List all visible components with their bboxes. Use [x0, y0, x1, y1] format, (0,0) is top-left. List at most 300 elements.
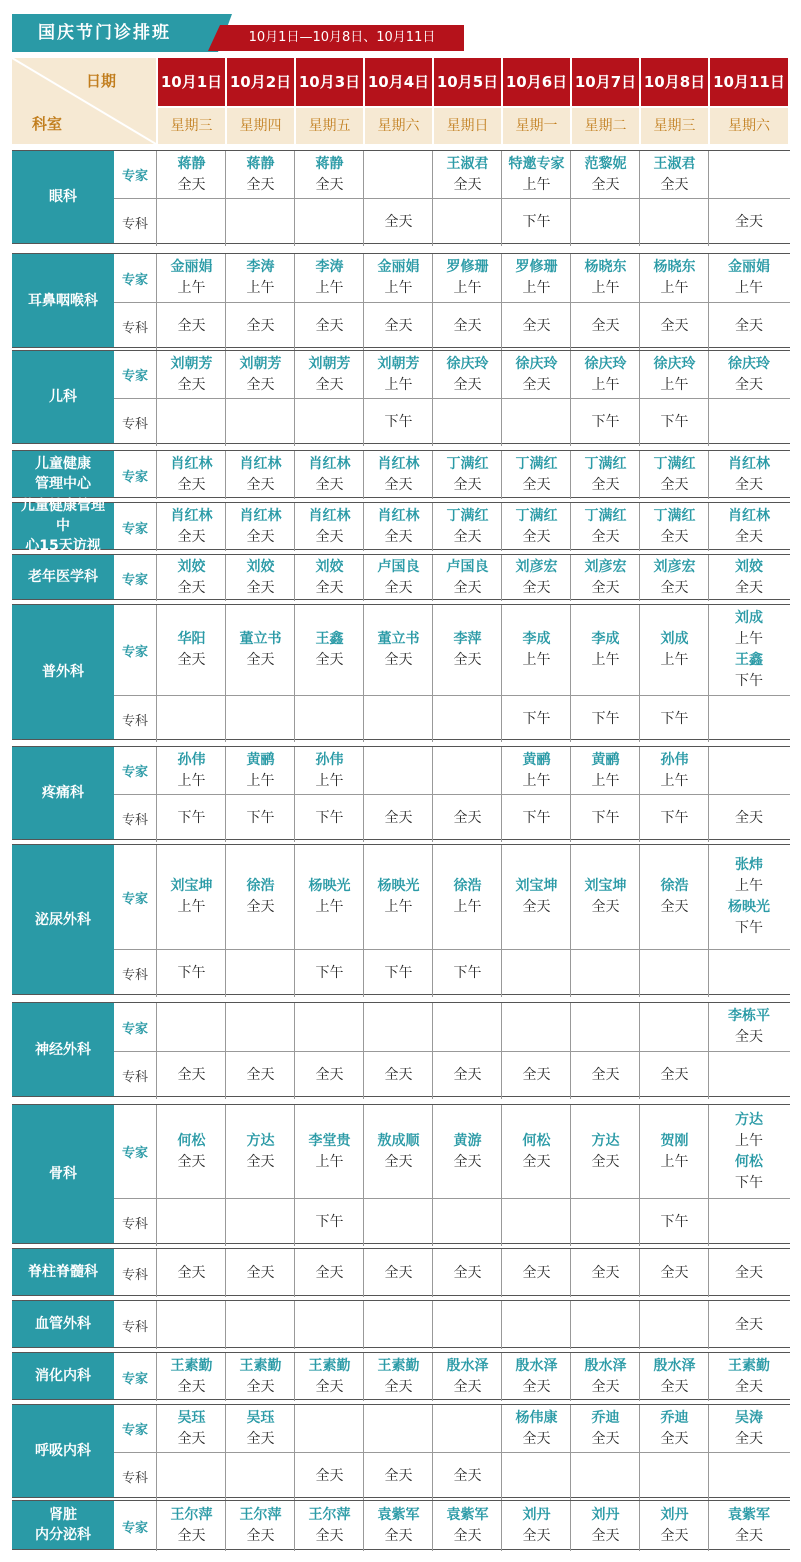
- session-time: 全天: [177, 1528, 206, 1544]
- session-time: 上午: [735, 1132, 763, 1149]
- session-time: 全天: [453, 1379, 482, 1395]
- session-time: 全天: [315, 652, 344, 668]
- doctor-name: 徐庆玲: [515, 355, 558, 372]
- schedule-cell: [294, 303, 364, 350]
- department-name: 眼科: [12, 151, 114, 243]
- schedule-cell: [363, 1003, 433, 1051]
- schedule-cell: [708, 254, 789, 302]
- session-time: 全天: [660, 899, 689, 915]
- department-name: 普外科: [12, 605, 114, 739]
- schedule-cell: [225, 503, 295, 551]
- department-name: 呼吸内科: [12, 1405, 114, 1497]
- doctor-name: 王尔萍: [308, 1507, 351, 1523]
- schedule-cell: [363, 503, 433, 551]
- department-name: 脊柱脊髓科: [12, 1249, 114, 1295]
- header-date: 10月5日: [432, 58, 501, 106]
- doctor-name: 殷水泽: [653, 1358, 696, 1374]
- header-weekday: 星期六: [363, 108, 432, 144]
- schedule-cell: [156, 1353, 226, 1401]
- session-time: 全天: [384, 1264, 413, 1281]
- session-time: 全天: [522, 318, 551, 334]
- session-time: 全天: [246, 376, 275, 393]
- schedule-cell: [294, 199, 364, 246]
- doctor-name: 方达: [735, 1111, 763, 1128]
- department-section: [12, 253, 790, 348]
- department-name: 儿童健康管理中 心15天访视: [12, 503, 114, 549]
- clinic-type-label: 专家: [121, 1371, 148, 1387]
- session-time: 全天: [246, 580, 275, 596]
- schedule-cell: [501, 605, 571, 695]
- schedule-cell: [156, 451, 226, 499]
- session-time: 全天: [735, 1029, 763, 1045]
- schedule-cell: [294, 503, 364, 551]
- doctor-name: 王尔萍: [239, 1507, 282, 1523]
- doctor-name: 蒋静: [177, 155, 206, 172]
- session-time: 全天: [660, 1264, 689, 1281]
- schedule-cell: [156, 795, 226, 842]
- schedule-cell: [363, 1105, 433, 1198]
- doctor-name: 殷水泽: [515, 1358, 558, 1374]
- schedule-cell: [501, 1501, 571, 1551]
- schedule-cell: [501, 696, 571, 742]
- session-time: 下午: [735, 673, 763, 689]
- session-time: 全天: [315, 477, 344, 493]
- session-time: 上午: [177, 772, 206, 789]
- session-time: 下午: [660, 1214, 689, 1230]
- schedule-cell: [501, 555, 571, 601]
- doctor-name: 丁满红: [653, 456, 696, 472]
- department-name: 老年医学科: [12, 555, 114, 599]
- schedule-cell: [501, 1301, 571, 1349]
- doctor-name: 徐庆玲: [446, 355, 489, 372]
- session-time: 全天: [453, 1153, 482, 1170]
- doctor-name: 方达: [246, 1132, 275, 1149]
- doctor-name: 刘姣: [735, 559, 763, 575]
- schedule-cell: [294, 1353, 364, 1401]
- session-time: 全天: [384, 529, 413, 545]
- schedule-cell: [639, 1353, 709, 1401]
- specialist-row: [114, 949, 790, 997]
- doctor-name: 刘彦宏: [515, 559, 558, 575]
- doctor-name: 杨映光: [377, 878, 420, 894]
- session-time: 上午: [735, 280, 763, 296]
- schedule-cell: [363, 1052, 433, 1099]
- doctor-name: 杨晓东: [653, 259, 696, 275]
- schedule-cell: [708, 605, 789, 695]
- clinic-type-label: 专家: [121, 469, 148, 485]
- session-time: 全天: [522, 529, 551, 545]
- clinic-type-label: 专科: [121, 217, 148, 232]
- expert-row: [114, 1353, 790, 1401]
- session-time: 全天: [660, 529, 689, 545]
- department-name: 儿科: [12, 351, 114, 443]
- doctor-name: 丁满红: [515, 456, 558, 472]
- session-time: 全天: [522, 899, 551, 915]
- schedule-cell: [708, 696, 789, 742]
- session-time: 上午: [591, 772, 620, 789]
- session-time: 全天: [315, 176, 344, 193]
- schedule-cell: [294, 399, 364, 446]
- schedule-cell: [639, 1003, 709, 1051]
- schedule-cell: [156, 1003, 226, 1051]
- schedule-cell: [294, 1405, 364, 1452]
- schedule-cell: [570, 845, 640, 949]
- schedule-cell: [639, 199, 709, 246]
- schedule-cell: [156, 399, 226, 446]
- session-time: 下午: [591, 810, 620, 826]
- schedule-cell: [432, 1105, 502, 1198]
- session-time: 上午: [315, 772, 344, 789]
- clinic-type-label: 专科: [121, 813, 148, 828]
- doctor-name: 孙伟: [315, 751, 344, 768]
- schedule-cell: [156, 151, 226, 198]
- session-time: 全天: [246, 899, 275, 915]
- doctor-name: 徐庆玲: [584, 355, 627, 372]
- header-date: 10月3日: [294, 58, 363, 106]
- schedule-cell: [225, 399, 295, 446]
- expert-row: [114, 605, 790, 695]
- clinic-type-label: 专家: [121, 169, 148, 184]
- session-time: 全天: [246, 318, 275, 334]
- session-time: 全天: [660, 318, 689, 334]
- session-time: 下午: [177, 810, 206, 826]
- session-time: 全天: [660, 477, 689, 493]
- header-weekday: 星期二: [570, 108, 639, 144]
- doctor-name: 肖红林: [377, 456, 420, 472]
- schedule-cell: [639, 1301, 709, 1349]
- session-time: 上午: [246, 772, 275, 789]
- schedule-cell: [432, 747, 502, 794]
- schedule-cell: [294, 795, 364, 842]
- schedule-cell: [225, 1405, 295, 1452]
- session-time: 全天: [246, 1379, 275, 1395]
- session-time: 全天: [735, 529, 763, 545]
- clinic-type-label: 专科: [121, 713, 148, 729]
- header-date: 10月2日: [225, 58, 294, 106]
- expert-row: [114, 503, 790, 551]
- doctor-name: 杨映光: [308, 878, 351, 894]
- session-time: 下午: [522, 810, 551, 826]
- department-name: 血管外科: [12, 1301, 114, 1347]
- schedule-cell: [225, 696, 295, 742]
- header-weekday: 星期三: [156, 108, 225, 144]
- doctor-name: 王素勤: [728, 1358, 770, 1374]
- doctor-name: 孙伟: [660, 751, 689, 768]
- schedule-cell: [708, 151, 789, 198]
- session-time: 全天: [522, 1430, 551, 1447]
- schedule-cell: [363, 795, 433, 842]
- session-time: 上午: [177, 899, 206, 915]
- schedule-cell: [570, 1052, 640, 1099]
- doctor-name: 何松: [522, 1132, 551, 1149]
- doctor-name: 特邀专家: [508, 155, 565, 172]
- session-time: 全天: [246, 1153, 275, 1170]
- session-time: 全天: [177, 318, 206, 334]
- session-time: 上午: [735, 631, 763, 647]
- session-time: 下午: [591, 710, 620, 727]
- clinic-type-label: 专家: [121, 369, 148, 384]
- doctor-name: 黄鹂: [246, 751, 275, 768]
- session-time: 全天: [453, 1528, 482, 1544]
- department-name: 儿童健康 管理中心: [12, 451, 114, 497]
- doctor-name: 丁满红: [446, 456, 489, 472]
- doctor-name: 刘成: [735, 610, 763, 626]
- doctor-name: 华阳: [177, 631, 206, 647]
- department-section: [12, 1500, 790, 1550]
- doctor-name: 刘丹: [591, 1507, 620, 1523]
- clinic-type-label: 专科: [121, 1471, 148, 1486]
- session-time: 全天: [246, 1528, 275, 1544]
- schedule-cell: [363, 451, 433, 499]
- session-time: 全天: [591, 176, 620, 193]
- schedule-cell: [501, 451, 571, 499]
- doctor-name: 刘朝芳: [377, 355, 420, 372]
- expert-row: [114, 1501, 790, 1551]
- clinic-type-label: 专科: [121, 968, 148, 983]
- doctor-name: 徐浩: [453, 878, 482, 894]
- schedule-cell: [156, 696, 226, 742]
- schedule-cell: [432, 845, 502, 949]
- schedule-cell: [570, 1353, 640, 1401]
- schedule-cell: [156, 1453, 226, 1500]
- schedule-cell: [363, 1405, 433, 1452]
- doctor-name: 殷水泽: [446, 1358, 489, 1374]
- schedule-cell: [225, 1052, 295, 1099]
- doctor-name: 袁紫军: [446, 1507, 489, 1523]
- schedule-cell: [363, 605, 433, 695]
- expert-row: [114, 1105, 790, 1198]
- session-time: 全天: [735, 1528, 763, 1544]
- specialist-row: [114, 1452, 790, 1500]
- schedule-cell: [294, 696, 364, 742]
- doctor-name: 黄鹂: [522, 751, 551, 768]
- session-time: 全天: [660, 1528, 689, 1544]
- schedule-cell: [501, 950, 571, 997]
- doctor-name: 刘宝坤: [515, 878, 558, 894]
- schedule-cell: [156, 1249, 226, 1297]
- doctor-name: 丁满红: [584, 456, 627, 472]
- session-time: 上午: [246, 280, 275, 296]
- schedule-cell: [708, 555, 789, 601]
- clinic-type-label: 专家: [121, 521, 148, 537]
- session-time: 下午: [591, 414, 620, 430]
- session-time: 全天: [522, 1528, 551, 1544]
- specialist-row: [114, 398, 790, 446]
- department-section: [12, 350, 790, 444]
- session-time: 全天: [315, 529, 344, 545]
- doctor-name: 丁满红: [653, 508, 696, 524]
- session-time: 上午: [660, 772, 689, 789]
- specialist-row: [114, 1249, 790, 1297]
- session-time: 上午: [735, 878, 763, 894]
- schedule-cell: [225, 451, 295, 499]
- doctor-name: 王素勤: [170, 1358, 213, 1374]
- schedule-cell: [570, 503, 640, 551]
- schedule-cell: [432, 1003, 502, 1051]
- doctor-name: 王素勤: [377, 1358, 420, 1374]
- session-time: 全天: [177, 652, 206, 668]
- session-time: 全天: [591, 529, 620, 545]
- schedule-cell: [225, 1199, 295, 1246]
- schedule-cell: [156, 950, 226, 997]
- doctor-name: 刘宝坤: [584, 878, 627, 894]
- schedule-cell: [432, 199, 502, 246]
- header-date: 10月1日: [156, 58, 225, 106]
- session-time: 下午: [660, 414, 689, 430]
- schedule-cell: [570, 254, 640, 302]
- schedule-cell: [432, 254, 502, 302]
- schedule-cell: [294, 1301, 364, 1349]
- schedule-cell: [432, 1353, 502, 1401]
- doctor-name: 徐浩: [660, 878, 689, 894]
- session-time: 全天: [735, 1264, 763, 1281]
- schedule-cell: [432, 151, 502, 198]
- session-time: 全天: [384, 1379, 413, 1395]
- department-name: 神经外科: [12, 1003, 114, 1096]
- schedule-cell: [363, 1453, 433, 1500]
- schedule-cell: [432, 1501, 502, 1551]
- doctor-name: 吴珏: [246, 1409, 275, 1426]
- session-time: 上午: [384, 376, 413, 393]
- session-time: 全天: [591, 1067, 620, 1083]
- department-section: [12, 746, 790, 840]
- session-time: 全天: [246, 1264, 275, 1281]
- doctor-name: 肖红林: [728, 508, 770, 524]
- schedule-cell: [156, 199, 226, 246]
- doctor-name: 丁满红: [584, 508, 627, 524]
- schedule-cell: [156, 1052, 226, 1099]
- doctor-name: 黄游: [453, 1132, 482, 1149]
- doctor-name: 贺刚: [660, 1132, 689, 1149]
- session-time: 全天: [177, 529, 206, 545]
- session-time: 上午: [522, 176, 551, 193]
- schedule-cell: [639, 1199, 709, 1246]
- schedule-cell: [432, 605, 502, 695]
- session-time: 下午: [384, 414, 413, 430]
- session-time: 全天: [735, 580, 763, 596]
- department-section: [12, 450, 790, 498]
- schedule-cell: [501, 351, 571, 398]
- doctor-name: 刘姣: [246, 559, 275, 575]
- schedule-cell: [432, 503, 502, 551]
- session-time: 全天: [591, 1430, 620, 1447]
- session-time: 全天: [591, 580, 620, 596]
- schedule-cell: [363, 845, 433, 949]
- schedule-cell: [432, 1052, 502, 1099]
- schedule-cell: [708, 351, 789, 398]
- header-weekday: 星期一: [501, 108, 570, 144]
- department-name: 耳鼻咽喉科: [12, 254, 114, 347]
- clinic-type-label: 专家: [121, 1021, 148, 1037]
- schedule-cell: [501, 151, 571, 198]
- session-time: 全天: [384, 477, 413, 493]
- schedule-cell: [294, 555, 364, 601]
- doctor-name: 董立书: [377, 631, 420, 647]
- schedule-cell: [708, 795, 789, 842]
- session-time: 全天: [735, 318, 763, 334]
- session-time: 全天: [384, 810, 413, 826]
- schedule-cell: [156, 351, 226, 398]
- schedule-cell: [501, 1353, 571, 1401]
- schedule-cell: [225, 1105, 295, 1198]
- doctor-name: 肖红林: [308, 508, 351, 524]
- specialist-row: [114, 1198, 790, 1246]
- schedule-cell: [156, 1405, 226, 1452]
- doctor-name: 李涛: [246, 259, 275, 275]
- doctor-name: 董立书: [239, 631, 282, 647]
- session-time: 上午: [591, 376, 620, 393]
- header-weekday: 星期五: [294, 108, 363, 144]
- session-time: 全天: [735, 1316, 763, 1333]
- session-time: 全天: [384, 214, 413, 230]
- session-time: 全天: [735, 810, 763, 826]
- expert-row: [114, 151, 790, 198]
- date-column-label: 日期: [85, 72, 116, 90]
- department-section: [12, 604, 790, 740]
- schedule-cell: [225, 151, 295, 198]
- session-time: 全天: [522, 1067, 551, 1083]
- schedule-cell: [432, 950, 502, 997]
- session-time: 上午: [660, 1153, 689, 1170]
- session-time: 全天: [522, 1264, 551, 1281]
- doctor-name: 肖红林: [170, 456, 213, 472]
- session-time: 全天: [522, 580, 551, 596]
- doctor-name: 何松: [177, 1132, 206, 1149]
- schedule-cell: [570, 1105, 640, 1198]
- session-time: 全天: [177, 1379, 206, 1395]
- schedule-cell: [225, 1003, 295, 1051]
- doctor-name: 王鑫: [315, 631, 344, 647]
- session-time: 全天: [177, 477, 206, 493]
- schedule-cell: [294, 1003, 364, 1051]
- department-column-label: 科室: [32, 115, 63, 133]
- schedule-cell: [432, 696, 502, 742]
- schedule-cell: [501, 1453, 571, 1500]
- session-time: 全天: [660, 1067, 689, 1083]
- doctor-name: 刘朝芳: [170, 355, 213, 372]
- schedule-cell: [708, 1501, 789, 1551]
- specialist-row: [114, 695, 790, 742]
- session-time: 全天: [384, 1067, 413, 1083]
- department-name: 消化内科: [12, 1353, 114, 1399]
- doctor-name: 刘朝芳: [239, 355, 282, 372]
- schedule-cell: [156, 605, 226, 695]
- schedule-cell: [501, 1105, 571, 1198]
- doctor-name: 李成: [591, 631, 620, 647]
- session-time: 上午: [591, 280, 620, 296]
- schedule-cell: [225, 303, 295, 350]
- clinic-type-label: 专科: [121, 1070, 148, 1085]
- session-time: 上午: [315, 280, 344, 296]
- clinic-type-label: 专家: [121, 1520, 148, 1536]
- schedule-cell: [363, 950, 433, 997]
- schedule-cell: [294, 747, 364, 794]
- session-time: 下午: [735, 920, 763, 936]
- session-time: 下午: [453, 965, 482, 981]
- schedule-cell: [501, 1405, 571, 1452]
- schedule-cell: [708, 1301, 789, 1349]
- session-time: 全天: [177, 580, 206, 596]
- doctor-name: 李萍: [453, 631, 482, 647]
- session-time: 全天: [735, 376, 763, 393]
- session-time: 上午: [315, 1153, 344, 1170]
- schedule-cell: [432, 351, 502, 398]
- session-time: 全天: [735, 1430, 763, 1447]
- doctor-name: 袁紫军: [377, 1507, 420, 1523]
- clinic-type-label: 专家: [121, 272, 148, 288]
- schedule-cell: [225, 351, 295, 398]
- session-time: 全天: [453, 176, 482, 193]
